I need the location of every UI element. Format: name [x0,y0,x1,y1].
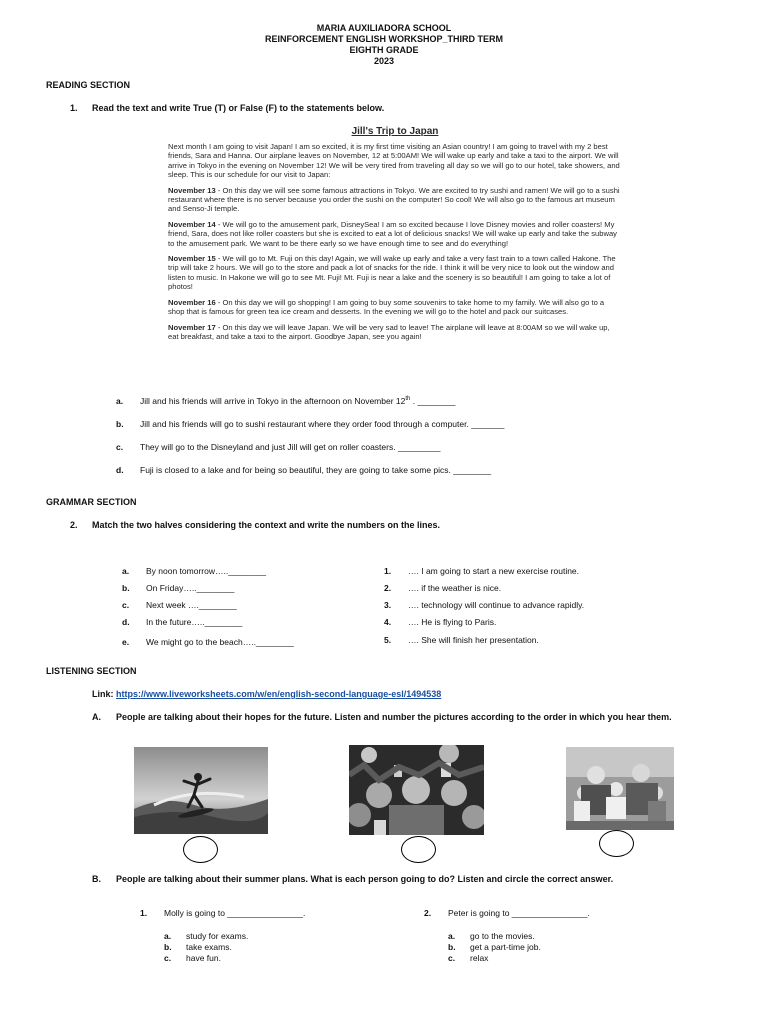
option-text[interactable]: study for exams. [186,931,249,941]
passage-day-date: November 17 [168,322,216,332]
statement-b: Jill and his friends will go to sushi restaurant where they order food through a computer. _______ [140,419,505,429]
statement-letter: c. [116,442,124,452]
concert-crowd-photo [349,745,484,835]
question-2-instruction: Match the two halves considering the context and write the numbers on the lines. [92,520,441,530]
passage-day-text: - On this day we will go shopping! I am going to buy some souvenirs to take home to my family. We will also go to a shop that is famous for green tea ice cream and desserts. In the evening we will go to the hotel and pack our suitcases. [168,297,605,317]
partb-question-text: Peter is going to ________________. [448,908,590,918]
option-text[interactable]: relax [470,953,489,963]
match-right-item: …. She will finish her presentation. [408,635,539,645]
grammar-section-title: GRAMMAR SECTION [46,497,137,507]
option-letter: b. [164,942,172,952]
school-name: MARIA AUXILIADORA SCHOOL [316,23,452,33]
passage-day-date: November 16 [168,297,216,307]
passage-day-text: - We will go to the amusement park, DisneySea! I am so excited because I love Disney movies and roller coasters! My friend, Sara, does not like roller coasters but she is excited to eat a lot of delicious snacks! We will wake up early and take the subway to the amusement park. We want to be there early so we have enough time to see and do everything! [168,219,617,248]
match-left-letter: d. [122,617,130,627]
link-label: Link: [92,689,116,699]
part-a-letter: A. [92,712,101,722]
option-text[interactable]: have fun. [186,953,221,963]
answer-circle[interactable] [401,836,436,863]
match-right-item: …. He is flying to Paris. [408,617,497,627]
passage-day [168,186,622,214]
surfer-photo [134,747,268,834]
passage-day [168,220,622,248]
passage-day-date: November 13 [168,185,216,195]
match-right-number: 4. [384,617,392,627]
match-left-item: Next week ….________ [146,600,237,610]
statement-letter: d. [116,465,124,475]
part-b-instruction: People are talking about their summer plans. What is each person going to do? Listen and circle the correct answer. [116,874,614,884]
part-a-instruction: People are talking about their hopes for the future. Listen and number the pictures according to the order in which you hear them. [116,712,672,722]
passage-day [168,323,622,342]
match-left-letter: b. [122,583,130,593]
passage-day [168,254,622,292]
partb-question-text: Molly is going to ________________. [164,908,306,918]
statement-letter: a. [116,396,124,406]
question-1-number: 1. [70,103,78,113]
option-letter: b. [448,942,456,952]
statement-letter: b. [116,419,124,429]
match-right-number: 2. [384,583,392,593]
option-text[interactable]: get a part-time job. [470,942,541,952]
link-line [92,689,441,699]
option-letter: c. [164,953,172,963]
match-right-item: …. I am going to start a new exercise routine. [408,566,580,576]
part-b-letter: B. [92,874,101,884]
question-1-instruction: Read the text and write True (T) or False (F) to the statements below. [92,103,385,113]
passage-day-text: - On this day we will see some famous attractions in Tokyo. We are excited to try sushi and ramen! We will go to a sushi restaurant where there is no server because you order the sushi on the computer! So cool! We will also go to the famous art museum and Senso-Ji temple. [168,185,620,214]
statement-a: Jill and his friends will arrive in Tokyo in the afternoon on November 12th . ________ [140,396,456,406]
match-left-letter: a. [122,566,130,576]
reading-section-title: READING SECTION [46,80,131,90]
reading-passage [168,126,622,382]
passage-day [168,298,622,317]
year-label: 2023 [373,56,395,66]
option-letter: a. [448,931,456,941]
match-left-letter: e. [122,637,130,647]
match-left-item: In the future…..________ [146,617,243,627]
workshop-title: REINFORCEMENT ENGLISH WORKSHOP_THIRD TERM [264,34,503,44]
passage-day-date: November 15 [168,254,216,264]
partb-question-number: 1. [140,908,148,918]
option-text[interactable]: go to the movies. [470,931,535,941]
passage-intro: Next month I am going to visit Japan! I am so excited, it is my first time visiting an Asian country! I am going to travel with my 2 best friends, Sara and Hanna. Our airplane leaves on November, 12 at 5:00AM! We will wake up early and take a taxi to the airport. We will arrive in Tokyo in the evening on November 12! We will be very tired from traveling all day so we will go to our hotel, take showers, and sleep. This is our schedule for our visit to Japan: [168,142,620,180]
worksheet-link[interactable]: https://www.liveworksheets.com/w/en/english-second-language-esl/1494538 [116,689,442,699]
statement-d: Fuji is closed to a lake and for being so beautiful, they are going to take some pics. ________ [140,465,492,475]
match-right-item: …. if the weather is nice. [408,583,502,593]
statement-c: They will go to the Disneyland and just Jill will get on roller coasters. _________ [140,442,441,452]
answer-circle[interactable] [183,836,218,863]
option-letter: c. [448,953,456,963]
option-text[interactable]: take exams. [186,942,232,952]
match-left-item: On Friday…..________ [146,583,235,593]
match-right-number: 1. [384,566,392,576]
match-left-letter: c. [122,600,130,610]
passage-day-text: - We will go to Mt. Fuji on this day! Again, we will wake up early and take a very fast train to a town called Hakone. The trip will take 2 hours. We will go to the store and pack a lot of snacks for the ride. I think it will be very nice to look out the window and listen to music. In Hakone we will go to see Mt. Fuji! Mt. Fuji is near a lake and the scenery is so beautiful! I am going to take a lot of photos! [168,254,616,292]
answer-circle[interactable] [599,830,634,857]
passage-day-text: - On this day we will leave Japan. We will be very sad to leave! The airplane will leave at 8:00AM so we will wake up, eat breakfast, and take a taxi to the airport. Goodbye Japan, see you again! [168,322,610,341]
match-left-item: By noon tomorrow…..________ [146,566,267,576]
partb-question-number: 2. [424,908,432,918]
family-photo [566,747,674,830]
match-right-number: 5. [384,635,392,645]
match-right-item: …. technology will continue to advance rapidly. [408,600,585,610]
listening-section-title: LISTENING SECTION [46,666,137,676]
grade-label: EIGHTH GRADE [349,45,419,55]
match-left-item: We might go to the beach…..________ [146,637,294,647]
match-right-number: 3. [384,600,392,610]
passage-day-date: November 14 [168,219,216,229]
question-2-number: 2. [70,520,78,530]
option-letter: a. [164,931,172,941]
passage-title: Jill's Trip to Japan [351,126,439,137]
